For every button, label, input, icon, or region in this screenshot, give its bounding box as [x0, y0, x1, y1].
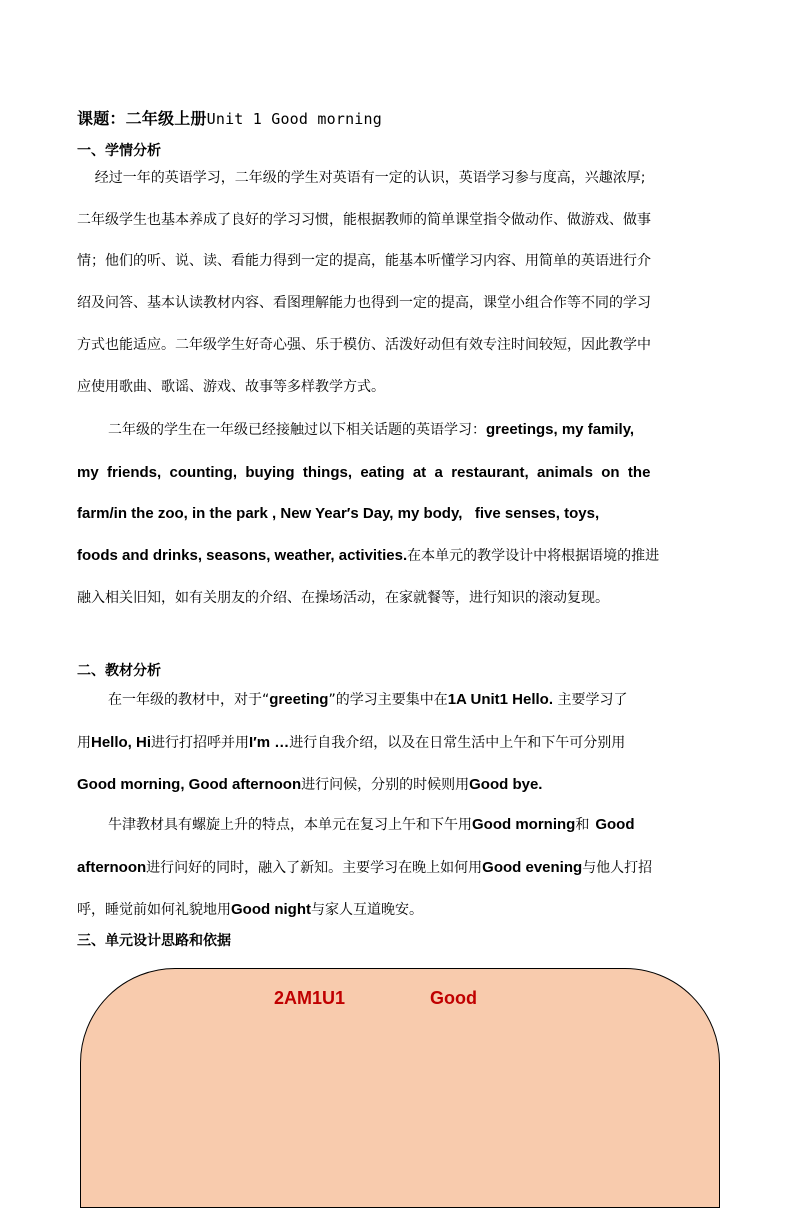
paragraph-line: farm/in the zoo, in the park , New Year′s Day, my body, five senses, toys,: [77, 505, 600, 523]
text-cn: 牛津教材具有螺旋上升的特点，本单元在复习上午和下午用: [108, 817, 472, 833]
text-cn: 二年级的学生在一年级已经接触过以下相关话题的英语学习：: [108, 422, 486, 438]
text-en: Hello, Hi: [91, 733, 152, 751]
paragraph-line: [77, 409, 737, 452]
text-cn: 和: [575, 817, 590, 833]
text-en: foods and drinks, seasons, weather, activities.: [77, 547, 408, 565]
paragraph-textbook-analysis: [77, 679, 737, 807]
paragraph-line: 应使用歌曲、歌谣、游戏、故事等多样教学方式。: [77, 378, 385, 395]
paragraph-learner-analysis: [77, 158, 737, 408]
text-en: Good bye.: [469, 776, 543, 794]
paragraph-line: 经过一年的英语学习，二年级的学生对英语有一定的认识，英语学习参与度高，兴趣浓厚;: [77, 170, 646, 186]
text-cn: 在一年级的教材中，对于“: [108, 692, 270, 708]
paragraph-line: 方式也能适应。二年级学生好奇心强、乐于模仿、活泼好动但有效专注时间较短，因此教学中: [77, 336, 651, 353]
paragraph-prior-topics: [77, 409, 737, 620]
paragraph-line: my friends, counting, buying things, eating at a restaurant, animals on the: [77, 463, 651, 481]
text-cn: 进行问候，分别的时候则用: [301, 777, 470, 794]
text-cn: ”的学习主要集中在: [328, 692, 448, 708]
text-cn: 呼，睡觉前如何礼貌地用: [77, 902, 231, 919]
paragraph-line: [77, 535, 737, 578]
text-en: greetings, my family,: [486, 421, 635, 438]
section-heading-3: 三、单元设计思路和依据: [77, 933, 231, 949]
text-cn: 与家人互道晚安。: [310, 902, 423, 919]
diagram-unit-code: 2AM1U1: [274, 988, 346, 1008]
paragraph-line: [77, 679, 737, 722]
unit-design-diagram-box: [80, 968, 720, 1208]
lesson-title-unit: Unit 1 Good morning: [206, 110, 382, 128]
text-en: I′m …: [249, 733, 290, 751]
text-en: 1A Unit1 Hello.: [447, 691, 554, 708]
text-cn: 与他人打招: [582, 859, 653, 876]
lesson-title-prefix: 课题：二年级上册: [77, 109, 207, 128]
text-cn: 用: [77, 734, 91, 751]
diagram-unit-title: Good: [430, 988, 477, 1008]
paragraph-line: 二年级学生也基本养成了良好的学习习惯，能根据教师的简单课堂指令做动作、做游戏、做事: [77, 211, 651, 228]
paragraph-line: 融入相关旧知，如有关朋友的介绍、在操场活动，在家就餐等，进行知识的滚动复现。: [77, 589, 609, 606]
text-en: Good night: [231, 901, 311, 919]
text-en: greeting: [269, 691, 329, 708]
paragraph-line: [77, 804, 737, 847]
text-en: Good: [595, 816, 635, 833]
paragraph-line: 情；他们的听、说、读、看能力得到一定的提高，能基本听懂学习内容、用简单的英语进行介: [77, 253, 651, 270]
paragraph-spiral-design: [77, 804, 737, 932]
paragraph-line: [77, 889, 737, 932]
text-cn: 进行自我介绍，以及在日常生活中上午和下午可分别用: [289, 734, 626, 751]
text-cn: 进行问好的同时，融入了新知。主要学习在晚上如何用: [146, 859, 483, 876]
text-en: Good morning, Good afternoon: [77, 776, 302, 794]
text-cn: 在本单元的教学设计中将根据语境的推进: [407, 548, 660, 565]
paragraph-line: 绍及问答、基本认读教材内容、看图理解能力也得到一定的提高，课堂小组合作等不同的学习: [77, 295, 651, 312]
text-en: afternoon: [77, 858, 147, 876]
text-en: Good evening: [482, 858, 583, 876]
text-cn: 进行打招呼并用: [151, 734, 250, 751]
paragraph-line: [77, 722, 737, 765]
section-heading-1: 一、学情分析: [77, 143, 161, 159]
text-cn: 主要学习了: [553, 692, 628, 708]
lesson-title: [77, 106, 382, 129]
text-en: Good morning: [472, 816, 576, 833]
section-heading-2: 二、教材分析: [77, 663, 161, 679]
paragraph-line: [77, 764, 737, 807]
paragraph-line: [77, 847, 737, 890]
